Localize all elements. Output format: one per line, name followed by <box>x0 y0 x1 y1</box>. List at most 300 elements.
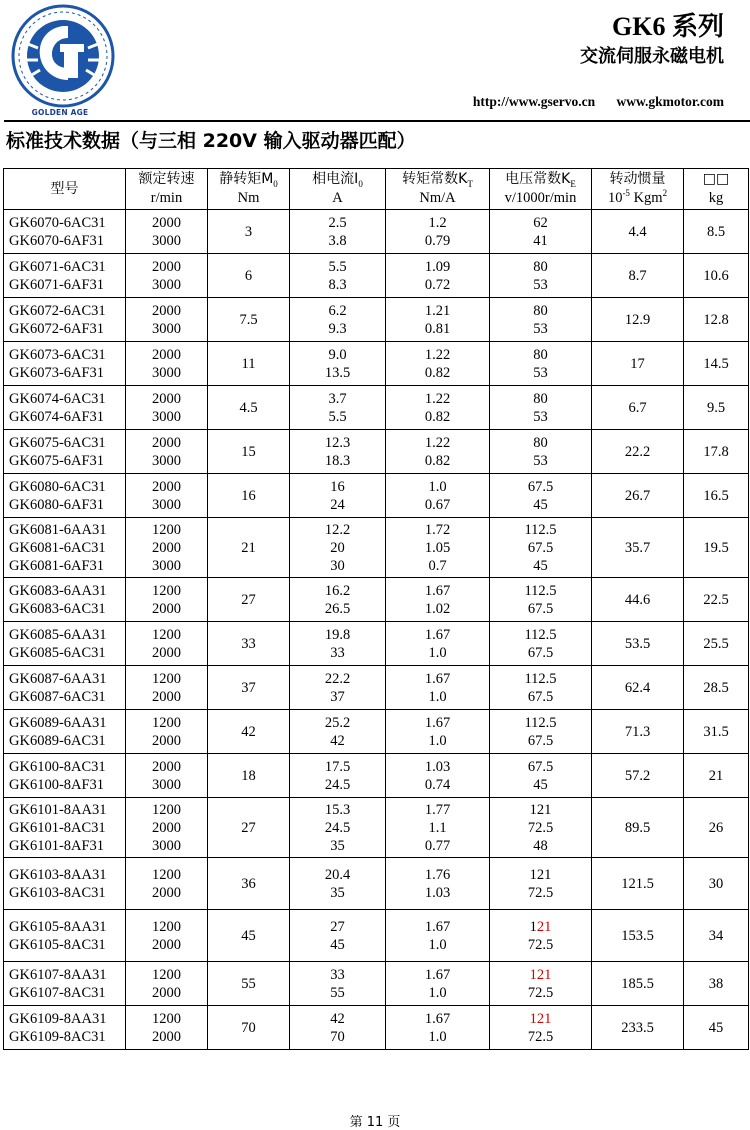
cell-model <box>4 518 126 578</box>
cell-ke-line: 72.5 <box>527 884 554 901</box>
cell-kt-line: 0.67 <box>424 496 451 513</box>
cell-ke <box>490 298 592 342</box>
cell-speed-line: 2000 <box>152 478 181 495</box>
cell-model <box>4 910 126 962</box>
cell-model-line: GK6087-6AA31 <box>9 670 107 687</box>
table-row <box>4 798 749 858</box>
section-title: 标准技术数据（与三相 220V 输入驱动器匹配） <box>6 130 416 152</box>
cell-kt-line: 1.67 <box>424 918 451 935</box>
cell-weight: 9.5 <box>684 386 749 430</box>
cell-model-line: GK6074-6AC31 <box>9 390 106 407</box>
cell-torque: 36 <box>208 858 290 910</box>
table-row <box>4 710 749 754</box>
cell-torque: 45 <box>208 910 290 962</box>
cell-kt-line: 1.76 <box>424 866 451 883</box>
cell-ke-line: 53 <box>533 364 548 381</box>
cell-current-line: 12.3 <box>324 434 351 451</box>
cell-current <box>290 578 386 622</box>
cell-model-line: GK6070-6AC31 <box>9 214 106 231</box>
header-torque: 静转矩$M_0$ Nm <box>208 169 290 210</box>
header-ke: 电压常数$K_E$ v/1000r/min <box>490 169 592 210</box>
cell-current <box>290 710 386 754</box>
cell-kt-line: 0.81 <box>424 320 451 337</box>
cell-speed-line: 2000 <box>152 1028 181 1045</box>
cell-ke-line: 72.5 <box>527 936 554 953</box>
cell-current-line: 19.8 <box>324 626 351 643</box>
cell-ke-line: 80 <box>533 434 548 451</box>
cell-ke <box>490 386 592 430</box>
cell-model-line: GK6081-6AC31 <box>9 539 106 556</box>
cell-ke-line: 67.5 <box>527 644 554 661</box>
cell-kt <box>386 386 490 430</box>
cell-current-line: 20.4 <box>324 866 351 883</box>
cell-kt-line: 1.0 <box>428 478 447 495</box>
cell-kt-line: 0.7 <box>428 557 447 574</box>
cell-ke <box>490 754 592 798</box>
cell-ke <box>490 622 592 666</box>
cell-kt <box>386 666 490 710</box>
cell-ke-line: 72.5 <box>527 819 554 836</box>
cell-current-line: 9.0 <box>328 346 347 363</box>
cell-ke-line: 80 <box>533 346 548 363</box>
cell-kt <box>386 342 490 386</box>
product-subtitle: 交流伺服永磁电机 <box>580 46 724 67</box>
cell-current-line: 25.2 <box>324 714 351 731</box>
cell-ke <box>490 210 592 254</box>
cell-model-line: GK6103-8AA31 <box>9 866 107 883</box>
cell-torque: 7.5 <box>208 298 290 342</box>
cell-kt <box>386 798 490 858</box>
cell-current-line: 37 <box>330 688 345 705</box>
cell-kt-line: 0.82 <box>424 452 451 469</box>
cell-speed <box>126 254 208 298</box>
cell-ke-line: 112.5 <box>524 582 557 599</box>
cell-model <box>4 298 126 342</box>
cell-ke <box>490 518 592 578</box>
cell-current <box>290 518 386 578</box>
cell-torque: 6 <box>208 254 290 298</box>
cell-model-line: GK6083-6AC31 <box>9 600 106 617</box>
cell-speed-line: 2000 <box>152 390 181 407</box>
cell-model <box>4 210 126 254</box>
cell-ke <box>490 710 592 754</box>
cell-current-line: 22.2 <box>324 670 351 687</box>
cell-weight: 21 <box>684 754 749 798</box>
cell-kt-line: 1.21 <box>424 302 451 319</box>
website-urls <box>473 94 724 110</box>
table-row <box>4 474 749 518</box>
header-speed: 额定转速 r/min <box>126 169 208 210</box>
cell-kt <box>386 910 490 962</box>
cell-kt-line: 0.82 <box>424 364 451 381</box>
cell-current-line: 35 <box>330 837 345 854</box>
cell-kt-line: 1.0 <box>428 688 447 705</box>
cell-model-line: GK6107-8AA31 <box>9 966 107 983</box>
cell-speed-line: 2000 <box>152 346 181 363</box>
cell-model-line: GK6089-6AC31 <box>9 732 106 749</box>
table-row <box>4 858 749 910</box>
cell-model-line: GK6103-8AC31 <box>9 884 106 901</box>
cell-ke-line: 67.5 <box>527 478 554 495</box>
cell-current-line: 5.5 <box>328 258 347 275</box>
cell-current-line: 27 <box>330 918 345 935</box>
cell-speed <box>126 474 208 518</box>
cell-kt-line: 1.22 <box>424 434 451 451</box>
cell-ke-line: 72.5 <box>527 1028 554 1045</box>
cell-inertia: 6.7 <box>592 386 684 430</box>
cell-model <box>4 962 126 1006</box>
cell-speed-line: 3000 <box>152 837 181 854</box>
cell-ke-line: 67.5 <box>527 688 554 705</box>
cell-model-line: GK6101-8AC31 <box>9 819 106 836</box>
cell-torque: 27 <box>208 798 290 858</box>
cell-ke-line: 45 <box>533 557 548 574</box>
cell-model <box>4 430 126 474</box>
cell-weight: 17.8 <box>684 430 749 474</box>
cell-model-line: GK6073-6AC31 <box>9 346 106 363</box>
cell-weight: 31.5 <box>684 710 749 754</box>
cell-speed <box>126 754 208 798</box>
cell-model-line: GK6100-8AC31 <box>9 758 106 775</box>
cell-speed <box>126 710 208 754</box>
cell-ke-line: 45 <box>533 496 548 513</box>
cell-model <box>4 386 126 430</box>
cell-current <box>290 962 386 1006</box>
header-rule <box>4 120 750 122</box>
cell-ke-line: 80 <box>533 258 548 275</box>
cell-ke-line: 112.5 <box>524 521 557 538</box>
cell-ke-line: 121 <box>529 966 552 983</box>
cell-speed-line: 2000 <box>152 936 181 953</box>
cell-model-line: GK6070-6AF31 <box>9 232 105 249</box>
cell-inertia: 89.5 <box>592 798 684 858</box>
cell-ke-line: 67.5 <box>527 758 554 775</box>
cell-model-line: GK6072-6AC31 <box>9 302 106 319</box>
cell-ke-line: 112.5 <box>524 626 557 643</box>
cell-current-line: 9.3 <box>328 320 347 337</box>
cell-kt-line: 0.72 <box>424 276 451 293</box>
cell-current-line: 26.5 <box>324 600 351 617</box>
cell-speed-line: 2000 <box>152 302 181 319</box>
cell-speed <box>126 210 208 254</box>
table-row <box>4 386 749 430</box>
cell-current-line: 5.5 <box>328 408 347 425</box>
cell-kt-line: 0.77 <box>424 837 451 854</box>
header-weight: □□ kg <box>684 169 749 210</box>
cell-kt-line: 1.03 <box>424 758 451 775</box>
cell-ke <box>490 474 592 518</box>
golden-age-logo <box>8 4 118 120</box>
cell-ke-line: 112.5 <box>524 714 557 731</box>
cell-kt-line: 1.0 <box>428 1028 447 1045</box>
cell-ke-line: 53 <box>533 276 548 293</box>
cell-inertia: 153.5 <box>592 910 684 962</box>
cell-kt <box>386 210 490 254</box>
cell-current-line: 18.3 <box>324 452 351 469</box>
cell-model-line: GK6071-6AC31 <box>9 258 106 275</box>
cell-model-line: GK6085-6AA31 <box>9 626 107 643</box>
cell-model <box>4 710 126 754</box>
cell-model-line: GK6105-8AA31 <box>9 918 107 935</box>
cell-kt-line: 1.2 <box>428 214 447 231</box>
cell-model-line: GK6075-6AC31 <box>9 434 106 451</box>
cell-current-line: 16 <box>330 478 345 495</box>
cell-torque: 21 <box>208 518 290 578</box>
cell-ke <box>490 430 592 474</box>
table-row <box>4 1006 749 1050</box>
cell-current-line: 12.2 <box>324 521 351 538</box>
cell-kt <box>386 474 490 518</box>
cell-kt <box>386 430 490 474</box>
cell-weight: 8.5 <box>684 210 749 254</box>
cell-speed <box>126 798 208 858</box>
cell-model-line: GK6107-8AC31 <box>9 984 106 1001</box>
cell-kt <box>386 858 490 910</box>
cell-current <box>290 386 386 430</box>
header-kt: 转矩常数$K_T$ Nm/A <box>386 169 490 210</box>
cell-speed <box>126 298 208 342</box>
cell-kt-line: 1.09 <box>424 258 451 275</box>
cell-current-line: 16.2 <box>324 582 351 599</box>
cell-ke <box>490 1006 592 1050</box>
cell-kt-line: 1.77 <box>424 801 451 818</box>
table-row <box>4 666 749 710</box>
cell-weight: 25.5 <box>684 622 749 666</box>
cell-current <box>290 1006 386 1050</box>
cell-model-line: GK6075-6AF31 <box>9 452 105 469</box>
cell-speed-line: 3000 <box>152 496 181 513</box>
cell-inertia: 35.7 <box>592 518 684 578</box>
cell-ke-line: 62 <box>533 214 548 231</box>
cell-speed-line: 1200 <box>152 582 181 599</box>
cell-speed-line: 2000 <box>152 758 181 775</box>
cell-ke-line: 121 <box>529 801 552 818</box>
cell-ke-line: 41 <box>533 232 548 249</box>
table-row <box>4 754 749 798</box>
cell-speed-line: 1200 <box>152 801 181 818</box>
cell-speed <box>126 858 208 910</box>
cell-model-line: GK6074-6AF31 <box>9 408 105 425</box>
cell-weight: 19.5 <box>684 518 749 578</box>
cell-kt-line: 1.0 <box>428 936 447 953</box>
cell-inertia: 185.5 <box>592 962 684 1006</box>
table-row <box>4 578 749 622</box>
cell-current-line: 6.2 <box>328 302 347 319</box>
cell-model-line: GK6087-6AC31 <box>9 688 106 705</box>
cell-model <box>4 798 126 858</box>
cell-model-line: GK6085-6AC31 <box>9 644 106 661</box>
cell-kt-line: 1.67 <box>424 966 451 983</box>
cell-model-line: GK6105-8AC31 <box>9 936 106 953</box>
cell-current-line: 15.3 <box>324 801 351 818</box>
cell-current <box>290 622 386 666</box>
cell-speed-line: 3000 <box>152 776 181 793</box>
cell-model-line: GK6109-8AC31 <box>9 1028 106 1045</box>
cell-current-line: 20 <box>330 539 345 556</box>
cell-weight: 34 <box>684 910 749 962</box>
cell-inertia: 12.9 <box>592 298 684 342</box>
cell-speed <box>126 1006 208 1050</box>
cell-inertia: 17 <box>592 342 684 386</box>
cell-model-line: GK6081-6AA31 <box>9 521 107 538</box>
cell-ke-line: 45 <box>533 776 548 793</box>
cell-speed-line: 3000 <box>152 408 181 425</box>
cell-speed-line: 2000 <box>152 539 181 556</box>
cell-current-line: 33 <box>330 966 345 983</box>
cell-ke-line: 67.5 <box>527 732 554 749</box>
cell-kt-line: 1.0 <box>428 984 447 1001</box>
cell-kt <box>386 622 490 666</box>
cell-ke-line: 80 <box>533 302 548 319</box>
cell-kt-line: 1.67 <box>424 670 451 687</box>
cell-current <box>290 474 386 518</box>
cell-current-line: 24.5 <box>324 819 351 836</box>
cell-weight: 12.8 <box>684 298 749 342</box>
cell-kt-line: 1.03 <box>424 884 451 901</box>
cell-model <box>4 622 126 666</box>
cell-current-line: 17.5 <box>324 758 351 775</box>
cell-kt-line: 1.67 <box>424 582 451 599</box>
cell-inertia: 22.2 <box>592 430 684 474</box>
table-row <box>4 518 749 578</box>
cell-model <box>4 1006 126 1050</box>
cell-model <box>4 578 126 622</box>
cell-current-line: 35 <box>330 884 345 901</box>
cell-kt <box>386 298 490 342</box>
cell-kt-line: 1.22 <box>424 390 451 407</box>
cell-speed-line: 3000 <box>152 452 181 469</box>
cell-current-line: 55 <box>330 984 345 1001</box>
cell-current <box>290 754 386 798</box>
table-row <box>4 962 749 1006</box>
logo-text: GOLDEN AGE <box>31 108 89 117</box>
cell-ke <box>490 858 592 910</box>
cell-speed-line: 2000 <box>152 984 181 1001</box>
cell-ke <box>490 342 592 386</box>
cell-weight: 30 <box>684 858 749 910</box>
cell-torque: 70 <box>208 1006 290 1050</box>
cell-current-line: 33 <box>330 644 345 661</box>
cell-ke-line: 53 <box>533 320 548 337</box>
cell-ke-line: 80 <box>533 390 548 407</box>
cell-current-line: 24 <box>330 496 345 513</box>
cell-speed <box>126 342 208 386</box>
cell-kt <box>386 1006 490 1050</box>
cell-torque: 15 <box>208 430 290 474</box>
cell-model <box>4 666 126 710</box>
cell-model <box>4 474 126 518</box>
cell-speed <box>126 518 208 578</box>
url-gservo[interactable]: http://www.gservo.cn <box>472 94 596 109</box>
cell-model-line: GK6101-8AA31 <box>9 801 107 818</box>
cell-inertia: 53.5 <box>592 622 684 666</box>
cell-current <box>290 910 386 962</box>
table-row <box>4 210 749 254</box>
cell-torque: 42 <box>208 710 290 754</box>
cell-torque: 3 <box>208 210 290 254</box>
cell-speed-line: 2000 <box>152 214 181 231</box>
cell-model <box>4 342 126 386</box>
cell-inertia: 26.7 <box>592 474 684 518</box>
cell-current-line: 45 <box>330 936 345 953</box>
cell-current-line: 13.5 <box>324 364 351 381</box>
cell-current-line: 42 <box>330 732 345 749</box>
cell-torque: 37 <box>208 666 290 710</box>
cell-weight: 45 <box>684 1006 749 1050</box>
cell-inertia: 44.6 <box>592 578 684 622</box>
cell-model-line: GK6071-6AF31 <box>9 276 105 293</box>
cell-current <box>290 430 386 474</box>
cell-kt <box>386 710 490 754</box>
cell-torque: 55 <box>208 962 290 1006</box>
url-gkmotor[interactable]: www.gkmotor.com <box>616 94 724 109</box>
cell-model-line: GK6080-6AF31 <box>9 496 105 513</box>
cell-kt-line: 1.05 <box>424 539 451 556</box>
header-model: 型号 <box>4 169 126 210</box>
cell-current <box>290 298 386 342</box>
cell-current-line: 3.8 <box>328 232 347 249</box>
header-current: 相电流$I_0$ A <box>290 169 386 210</box>
cell-speed-line: 1200 <box>152 521 181 538</box>
cell-inertia: 121.5 <box>592 858 684 910</box>
cell-kt-line: 1.0 <box>428 732 447 749</box>
cell-current-line: 8.3 <box>328 276 347 293</box>
cell-inertia: 8.7 <box>592 254 684 298</box>
cell-kt-line: 1.1 <box>428 819 447 836</box>
cell-model-line: GK6080-6AC31 <box>9 478 106 495</box>
cell-speed-line: 2000 <box>152 434 181 451</box>
cell-weight: 14.5 <box>684 342 749 386</box>
cell-inertia: 233.5 <box>592 1006 684 1050</box>
cell-kt-line: 1.72 <box>424 521 451 538</box>
cell-speed-line: 2000 <box>152 732 181 749</box>
cell-kt <box>386 962 490 1006</box>
cell-kt-line: 1.0 <box>428 644 447 661</box>
cell-kt-line: 1.67 <box>424 714 451 731</box>
page-header <box>0 0 750 124</box>
cell-ke-line: 53 <box>533 452 548 469</box>
cell-current <box>290 210 386 254</box>
cell-speed <box>126 430 208 474</box>
cell-inertia: 57.2 <box>592 754 684 798</box>
cell-current-line: 70 <box>330 1028 345 1045</box>
cell-ke-line: 48 <box>533 837 548 854</box>
cell-current-line: 3.7 <box>328 390 347 407</box>
cell-speed <box>126 386 208 430</box>
series-title: GK6 系列 <box>612 12 724 41</box>
cell-weight: 16.5 <box>684 474 749 518</box>
table-row <box>4 298 749 342</box>
cell-torque: 11 <box>208 342 290 386</box>
cell-kt <box>386 578 490 622</box>
cell-ke-line: 121 <box>529 1010 552 1027</box>
cell-model-line: GK6083-6AA31 <box>9 582 107 599</box>
cell-speed-line: 3000 <box>152 320 181 337</box>
cell-kt-line: 0.82 <box>424 408 451 425</box>
cell-speed-line: 1200 <box>152 966 181 983</box>
cell-kt-line: 0.79 <box>424 232 451 249</box>
cell-model-line: GK6101-8AF31 <box>9 837 105 854</box>
cell-current <box>290 858 386 910</box>
cell-speed-line: 2000 <box>152 819 181 836</box>
cell-speed-line: 3000 <box>152 276 181 293</box>
header-inertia: 转动惯量 $10^{-5}$ Kgm$^2$ <box>592 169 684 210</box>
page-number: 第 11 页 <box>349 1115 401 1130</box>
cell-kt <box>386 754 490 798</box>
cell-current-line: 2.5 <box>328 214 347 231</box>
cell-current <box>290 254 386 298</box>
cell-current-line: 30 <box>330 557 345 574</box>
